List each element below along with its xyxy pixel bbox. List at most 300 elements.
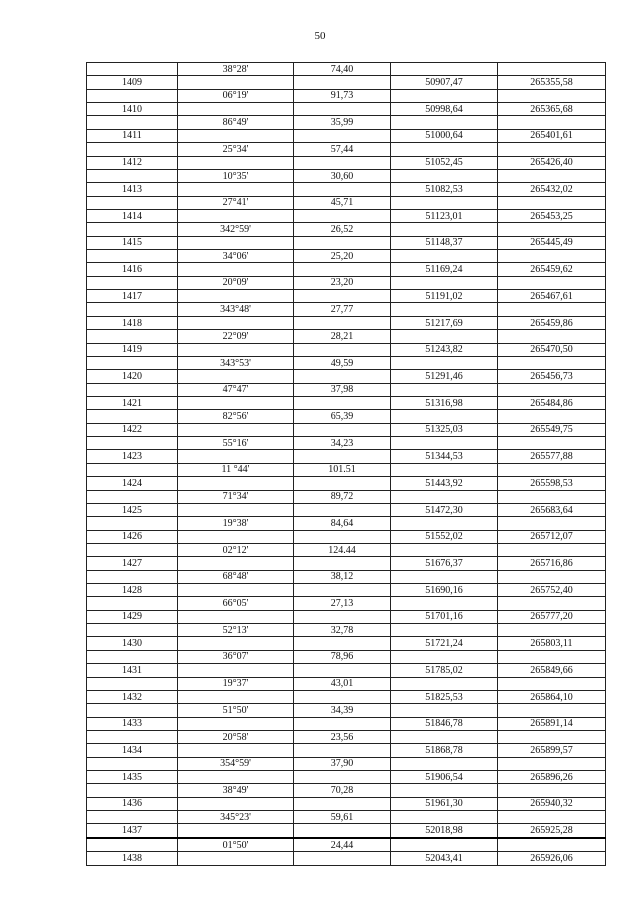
- point-id-cell: 1411: [87, 129, 178, 142]
- empty-cell: [87, 116, 178, 129]
- y-coordinate-cell: 265355,58: [498, 76, 606, 89]
- y-coordinate-cell: 265432,02: [498, 183, 606, 196]
- empty-cell: [294, 263, 391, 276]
- empty-cell: [87, 89, 178, 102]
- y-coordinate-cell: 265899,57: [498, 744, 606, 757]
- empty-cell: [178, 103, 294, 116]
- empty-cell: [87, 730, 178, 743]
- point-id-cell: 1436: [87, 797, 178, 810]
- empty-cell: [498, 383, 606, 396]
- point-row: [87, 717, 606, 730]
- angle-cell: 71°34': [178, 490, 294, 503]
- distance-cell: 34,23: [294, 437, 391, 450]
- empty-cell: [294, 717, 391, 730]
- empty-cell: [294, 183, 391, 196]
- empty-cell: [178, 503, 294, 516]
- empty-cell: [178, 370, 294, 383]
- empty-cell: [87, 490, 178, 503]
- empty-cell: [498, 517, 606, 530]
- empty-cell: [294, 690, 391, 703]
- angle-cell: 06°19': [178, 89, 294, 102]
- empty-cell: [294, 477, 391, 490]
- angle-cell: 342°59': [178, 223, 294, 236]
- empty-cell: [498, 143, 606, 156]
- empty-cell: [87, 63, 178, 76]
- y-coordinate-cell: 265940,32: [498, 797, 606, 810]
- empty-cell: [391, 196, 498, 209]
- segment-row: [87, 276, 606, 289]
- empty-cell: [498, 196, 606, 209]
- distance-cell: 37,90: [294, 757, 391, 770]
- y-coordinate-cell: 265577,88: [498, 450, 606, 463]
- y-coordinate-cell: 265926,06: [498, 852, 606, 865]
- angle-cell: 36°07': [178, 650, 294, 663]
- empty-cell: [391, 517, 498, 530]
- segment-row: [87, 196, 606, 209]
- distance-cell: 34,39: [294, 704, 391, 717]
- segment-row: [87, 437, 606, 450]
- distance-cell: 28,21: [294, 330, 391, 343]
- empty-cell: [391, 543, 498, 556]
- distance-cell: 59,61: [294, 811, 391, 824]
- segment-row: [87, 730, 606, 743]
- x-coordinate-cell: 51316,98: [391, 396, 498, 409]
- empty-cell: [498, 437, 606, 450]
- point-id-cell: 1415: [87, 236, 178, 249]
- point-row: [87, 103, 606, 116]
- y-coordinate-cell: 265549,75: [498, 423, 606, 436]
- empty-cell: [391, 838, 498, 852]
- point-id-cell: 1420: [87, 370, 178, 383]
- x-coordinate-cell: 51472,30: [391, 503, 498, 516]
- angle-cell: 25°34': [178, 143, 294, 156]
- point-row: [87, 343, 606, 356]
- point-row: [87, 370, 606, 383]
- x-coordinate-cell: 51243,82: [391, 343, 498, 356]
- point-id-cell: 1425: [87, 503, 178, 516]
- angle-cell: 66°05': [178, 597, 294, 610]
- point-id-cell: 1419: [87, 343, 178, 356]
- empty-cell: [294, 343, 391, 356]
- empty-cell: [178, 129, 294, 142]
- point-row: [87, 771, 606, 784]
- x-coordinate-cell: 51148,37: [391, 236, 498, 249]
- point-id-cell: 1413: [87, 183, 178, 196]
- empty-cell: [87, 383, 178, 396]
- empty-cell: [178, 343, 294, 356]
- distance-cell: 24,44: [294, 838, 391, 852]
- empty-cell: [294, 129, 391, 142]
- y-coordinate-cell: 265467,61: [498, 290, 606, 303]
- angle-cell: 27°41': [178, 196, 294, 209]
- empty-cell: [178, 637, 294, 650]
- x-coordinate-cell: 51721,24: [391, 637, 498, 650]
- empty-cell: [294, 530, 391, 543]
- empty-cell: [178, 664, 294, 677]
- segment-row: [87, 169, 606, 182]
- empty-cell: [498, 784, 606, 797]
- empty-cell: [87, 330, 178, 343]
- empty-cell: [294, 610, 391, 623]
- empty-cell: [178, 183, 294, 196]
- point-row: [87, 129, 606, 142]
- point-id-cell: 1424: [87, 477, 178, 490]
- empty-cell: [294, 637, 391, 650]
- x-coordinate-cell: 51191,02: [391, 290, 498, 303]
- empty-cell: [391, 730, 498, 743]
- empty-cell: [498, 757, 606, 770]
- segment-row: [87, 784, 606, 797]
- y-coordinate-cell: 265891,14: [498, 717, 606, 730]
- y-coordinate-cell: 265777,20: [498, 610, 606, 623]
- point-row: [87, 209, 606, 222]
- angle-cell: 20°09': [178, 276, 294, 289]
- point-row: [87, 316, 606, 329]
- distance-cell: 30,60: [294, 169, 391, 182]
- distance-cell: 91,73: [294, 89, 391, 102]
- point-id-cell: 1418: [87, 316, 178, 329]
- empty-cell: [391, 597, 498, 610]
- x-coordinate-cell: 51906,54: [391, 771, 498, 784]
- segment-row: [87, 650, 606, 663]
- empty-cell: [87, 196, 178, 209]
- point-row: [87, 76, 606, 89]
- empty-cell: [178, 209, 294, 222]
- point-id-cell: 1410: [87, 103, 178, 116]
- empty-cell: [498, 303, 606, 316]
- empty-cell: [178, 610, 294, 623]
- point-id-cell: 1430: [87, 637, 178, 650]
- y-coordinate-cell: 265426,40: [498, 156, 606, 169]
- segment-row: [87, 410, 606, 423]
- distance-cell: 70,28: [294, 784, 391, 797]
- angle-cell: 34°06': [178, 250, 294, 263]
- empty-cell: [498, 650, 606, 663]
- point-row: [87, 156, 606, 169]
- segment-row: [87, 143, 606, 156]
- x-coordinate-cell: 51701,16: [391, 610, 498, 623]
- segment-row: [87, 677, 606, 690]
- segment-row: [87, 223, 606, 236]
- empty-cell: [498, 250, 606, 263]
- segment-row: [87, 490, 606, 503]
- empty-cell: [178, 290, 294, 303]
- x-coordinate-cell: 51082,53: [391, 183, 498, 196]
- segment-row: [87, 63, 606, 76]
- empty-cell: [178, 824, 294, 838]
- point-row: [87, 236, 606, 249]
- empty-cell: [87, 650, 178, 663]
- segment-row: [87, 704, 606, 717]
- empty-cell: [178, 852, 294, 865]
- empty-cell: [294, 396, 391, 409]
- empty-cell: [391, 169, 498, 182]
- point-row: [87, 637, 606, 650]
- empty-cell: [178, 557, 294, 570]
- segment-row: [87, 463, 606, 476]
- empty-cell: [498, 356, 606, 369]
- empty-cell: [391, 330, 498, 343]
- empty-cell: [391, 650, 498, 663]
- angle-cell: 19°37': [178, 677, 294, 690]
- empty-cell: [178, 76, 294, 89]
- y-coordinate-cell: 265683,64: [498, 503, 606, 516]
- empty-cell: [498, 624, 606, 637]
- point-row: [87, 852, 606, 865]
- angle-cell: 354°59': [178, 757, 294, 770]
- x-coordinate-cell: 51344,53: [391, 450, 498, 463]
- angle-cell: 38°49': [178, 784, 294, 797]
- segment-row: [87, 383, 606, 396]
- point-row: [87, 797, 606, 810]
- empty-cell: [178, 771, 294, 784]
- distance-cell: 27,77: [294, 303, 391, 316]
- empty-cell: [87, 517, 178, 530]
- distance-cell: 124.44: [294, 543, 391, 556]
- y-coordinate-cell: 265925,28: [498, 824, 606, 838]
- empty-cell: [294, 290, 391, 303]
- empty-cell: [498, 490, 606, 503]
- empty-cell: [391, 677, 498, 690]
- x-coordinate-cell: 51123,01: [391, 209, 498, 222]
- distance-cell: 45,71: [294, 196, 391, 209]
- segment-row: [87, 330, 606, 343]
- empty-cell: [178, 316, 294, 329]
- x-coordinate-cell: 51325,03: [391, 423, 498, 436]
- distance-cell: 84,64: [294, 517, 391, 530]
- empty-cell: [391, 63, 498, 76]
- empty-cell: [178, 156, 294, 169]
- empty-cell: [87, 704, 178, 717]
- empty-cell: [178, 236, 294, 249]
- empty-cell: [294, 744, 391, 757]
- point-id-cell: 1433: [87, 717, 178, 730]
- empty-cell: [294, 316, 391, 329]
- point-row: [87, 477, 606, 490]
- page-number: 50: [314, 30, 326, 42]
- x-coordinate-cell: 51785,02: [391, 664, 498, 677]
- distance-cell: 27,13: [294, 597, 391, 610]
- distance-cell: 38,12: [294, 570, 391, 583]
- y-coordinate-cell: 265598,53: [498, 477, 606, 490]
- point-row: [87, 396, 606, 409]
- x-coordinate-cell: 50998,64: [391, 103, 498, 116]
- angle-cell: 38°28': [178, 63, 294, 76]
- angle-cell: 02°12': [178, 543, 294, 556]
- point-id-cell: 1422: [87, 423, 178, 436]
- segment-row: [87, 303, 606, 316]
- x-coordinate-cell: 51552,02: [391, 530, 498, 543]
- empty-cell: [391, 811, 498, 824]
- y-coordinate-cell: 265459,62: [498, 263, 606, 276]
- angle-cell: 343°53': [178, 356, 294, 369]
- x-coordinate-cell: 51961,30: [391, 797, 498, 810]
- point-id-cell: 1426: [87, 530, 178, 543]
- segment-row: [87, 597, 606, 610]
- empty-cell: [178, 717, 294, 730]
- segment-row: [87, 570, 606, 583]
- point-id-cell: 1421: [87, 396, 178, 409]
- coordinate-table-body: [87, 63, 606, 866]
- empty-cell: [87, 463, 178, 476]
- empty-cell: [87, 757, 178, 770]
- empty-cell: [294, 76, 391, 89]
- empty-cell: [498, 463, 606, 476]
- empty-cell: [498, 169, 606, 182]
- x-coordinate-cell: 50907,47: [391, 76, 498, 89]
- angle-cell: 01°50': [178, 838, 294, 852]
- y-coordinate-cell: 265453,25: [498, 209, 606, 222]
- empty-cell: [178, 690, 294, 703]
- coordinate-table: [86, 62, 606, 866]
- angle-cell: 19°38': [178, 517, 294, 530]
- x-coordinate-cell: 51443,92: [391, 477, 498, 490]
- empty-cell: [87, 169, 178, 182]
- angle-cell: 55°16': [178, 437, 294, 450]
- empty-cell: [87, 143, 178, 156]
- x-coordinate-cell: 51690,16: [391, 584, 498, 597]
- empty-cell: [391, 356, 498, 369]
- segment-row: [87, 624, 606, 637]
- empty-cell: [391, 784, 498, 797]
- empty-cell: [87, 223, 178, 236]
- empty-cell: [178, 263, 294, 276]
- empty-cell: [498, 116, 606, 129]
- empty-cell: [391, 143, 498, 156]
- empty-cell: [294, 370, 391, 383]
- x-coordinate-cell: 51291,46: [391, 370, 498, 383]
- empty-cell: [87, 597, 178, 610]
- point-row: [87, 423, 606, 436]
- point-row: [87, 824, 606, 838]
- empty-cell: [87, 437, 178, 450]
- empty-cell: [391, 490, 498, 503]
- empty-cell: [498, 677, 606, 690]
- y-coordinate-cell: 265712,07: [498, 530, 606, 543]
- empty-cell: [498, 223, 606, 236]
- empty-cell: [498, 811, 606, 824]
- distance-cell: 37,98: [294, 383, 391, 396]
- empty-cell: [391, 383, 498, 396]
- empty-cell: [87, 784, 178, 797]
- point-id-cell: 1438: [87, 852, 178, 865]
- angle-cell: 22°09': [178, 330, 294, 343]
- empty-cell: [294, 209, 391, 222]
- empty-cell: [391, 276, 498, 289]
- empty-cell: [498, 543, 606, 556]
- angle-cell: 345°23': [178, 811, 294, 824]
- x-coordinate-cell: 52043,41: [391, 852, 498, 865]
- empty-cell: [498, 730, 606, 743]
- empty-cell: [498, 570, 606, 583]
- x-coordinate-cell: 51000,64: [391, 129, 498, 142]
- angle-cell: 68°48': [178, 570, 294, 583]
- distance-cell: 35,99: [294, 116, 391, 129]
- empty-cell: [178, 423, 294, 436]
- x-coordinate-cell: 51169,24: [391, 263, 498, 276]
- point-id-cell: 1409: [87, 76, 178, 89]
- point-id-cell: 1428: [87, 584, 178, 597]
- point-id-cell: 1412: [87, 156, 178, 169]
- distance-cell: 78,96: [294, 650, 391, 663]
- x-coordinate-cell: 51868,78: [391, 744, 498, 757]
- empty-cell: [391, 437, 498, 450]
- point-id-cell: 1429: [87, 610, 178, 623]
- empty-cell: [294, 156, 391, 169]
- empty-cell: [87, 356, 178, 369]
- point-row: [87, 290, 606, 303]
- empty-cell: [294, 103, 391, 116]
- segment-row: [87, 543, 606, 556]
- distance-cell: 25,20: [294, 250, 391, 263]
- empty-cell: [294, 450, 391, 463]
- empty-cell: [391, 250, 498, 263]
- x-coordinate-cell: 51846,78: [391, 717, 498, 730]
- empty-cell: [498, 330, 606, 343]
- x-coordinate-cell: 52018,98: [391, 824, 498, 838]
- x-coordinate-cell: 51676,37: [391, 557, 498, 570]
- y-coordinate-cell: 265401,61: [498, 129, 606, 142]
- empty-cell: [294, 664, 391, 677]
- empty-cell: [391, 223, 498, 236]
- y-coordinate-cell: 265896,26: [498, 771, 606, 784]
- empty-cell: [294, 797, 391, 810]
- distance-cell: 23,56: [294, 730, 391, 743]
- empty-cell: [294, 423, 391, 436]
- empty-cell: [87, 624, 178, 637]
- empty-cell: [391, 89, 498, 102]
- empty-cell: [87, 410, 178, 423]
- empty-cell: [498, 838, 606, 852]
- segment-row: [87, 116, 606, 129]
- empty-cell: [294, 824, 391, 838]
- point-row: [87, 530, 606, 543]
- empty-cell: [498, 63, 606, 76]
- segment-row: [87, 838, 606, 852]
- empty-cell: [87, 570, 178, 583]
- distance-cell: 57,44: [294, 143, 391, 156]
- angle-cell: 11 °44': [178, 463, 294, 476]
- point-id-cell: 1427: [87, 557, 178, 570]
- point-id-cell: 1416: [87, 263, 178, 276]
- y-coordinate-cell: 265716,86: [498, 557, 606, 570]
- distance-cell: 23,20: [294, 276, 391, 289]
- empty-cell: [87, 543, 178, 556]
- point-id-cell: 1435: [87, 771, 178, 784]
- empty-cell: [178, 396, 294, 409]
- empty-cell: [294, 557, 391, 570]
- y-coordinate-cell: 265864,10: [498, 690, 606, 703]
- x-coordinate-cell: 51217,69: [391, 316, 498, 329]
- angle-cell: 343°48': [178, 303, 294, 316]
- empty-cell: [294, 503, 391, 516]
- distance-cell: 49,59: [294, 356, 391, 369]
- y-coordinate-cell: 265803,11: [498, 637, 606, 650]
- empty-cell: [87, 677, 178, 690]
- empty-cell: [391, 463, 498, 476]
- distance-cell: 101.51: [294, 463, 391, 476]
- empty-cell: [498, 597, 606, 610]
- point-row: [87, 183, 606, 196]
- distance-cell: 65,39: [294, 410, 391, 423]
- point-row: [87, 557, 606, 570]
- empty-cell: [391, 410, 498, 423]
- point-row: [87, 664, 606, 677]
- distance-cell: 26,52: [294, 223, 391, 236]
- empty-cell: [391, 757, 498, 770]
- point-row: [87, 450, 606, 463]
- empty-cell: [178, 450, 294, 463]
